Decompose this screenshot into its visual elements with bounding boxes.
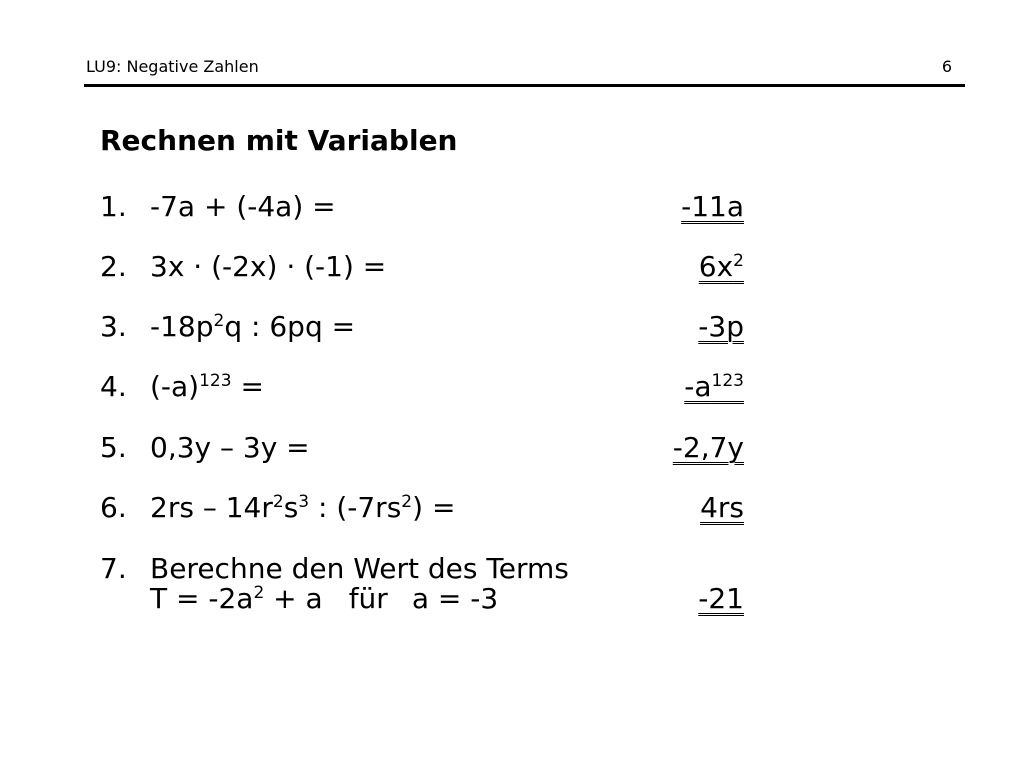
expression-part: ) =	[412, 491, 456, 524]
exercise-expression	[150, 581, 498, 617]
exercise-expression: 0,3y – 3y =	[150, 431, 310, 464]
exercise-instruction: Berechne den Wert des Terms	[150, 552, 569, 585]
exercise-answer: -3p	[698, 310, 744, 343]
exercise-3	[100, 309, 744, 345]
expression-part: : (-7rs	[309, 491, 402, 524]
expression-part: -18p	[150, 310, 214, 343]
exercise-7	[100, 551, 744, 621]
exercise-number: 4.	[100, 370, 127, 403]
header-title: LU9: Negative Zahlen	[86, 57, 259, 76]
expression-part: =	[231, 370, 264, 403]
expression-part: 2rs – 14r	[150, 491, 273, 524]
exercise-number: 3.	[100, 310, 127, 343]
expression-part: q : 6pq =	[224, 310, 356, 343]
exercise-number: 6.	[100, 491, 127, 524]
expression-part: a = -3	[411, 582, 499, 615]
expression-part: + a	[264, 582, 323, 615]
expression-exponent: 123	[199, 371, 232, 391]
exercise-number: 2.	[100, 250, 127, 283]
expression-part: für	[348, 582, 388, 615]
expression-exponent: 2	[213, 311, 225, 331]
expression-exponent: 2	[401, 492, 413, 512]
exercise-answer: -21	[698, 582, 744, 615]
exercise-answer: -11a	[681, 190, 744, 223]
exercise-expression	[150, 309, 355, 345]
exercise-expression	[150, 490, 455, 526]
expression-exponent: 2	[253, 583, 265, 603]
section-heading: Rechnen mit Variablen	[100, 124, 458, 157]
exercise-number: 7.	[100, 552, 127, 585]
exercise-number: 5.	[100, 431, 127, 464]
exercise-4	[100, 369, 744, 405]
exercise-expression: 3x · (-2x) · (-1) =	[150, 250, 387, 283]
answer-base: 6x	[698, 250, 734, 283]
expression-part: T = -2a	[150, 582, 254, 615]
expression-part: s	[283, 491, 299, 524]
exercise-answer: 4rs	[700, 491, 744, 524]
expression-exponent: 2	[272, 492, 284, 512]
expression-part: (-a)	[150, 370, 200, 403]
exercise-number: 1.	[100, 190, 127, 223]
page-number: 6	[941, 57, 952, 76]
exercise-6	[100, 490, 744, 526]
exercise-5	[100, 430, 744, 466]
header-divider	[84, 84, 965, 87]
exercise-1	[100, 189, 744, 225]
exercise-answer	[699, 249, 744, 285]
exercise-answer	[684, 369, 744, 405]
answer-base: -a	[684, 370, 712, 403]
expression-exponent: 3	[298, 492, 310, 512]
exercise-expression	[150, 369, 264, 405]
answer-exponent: 123	[711, 371, 744, 391]
answer-exponent: 2	[733, 251, 744, 271]
exercise-answer: -2,7y	[672, 431, 744, 464]
exercise-expression: -7a + (-4a) =	[150, 190, 336, 223]
exercise-2	[100, 249, 744, 285]
